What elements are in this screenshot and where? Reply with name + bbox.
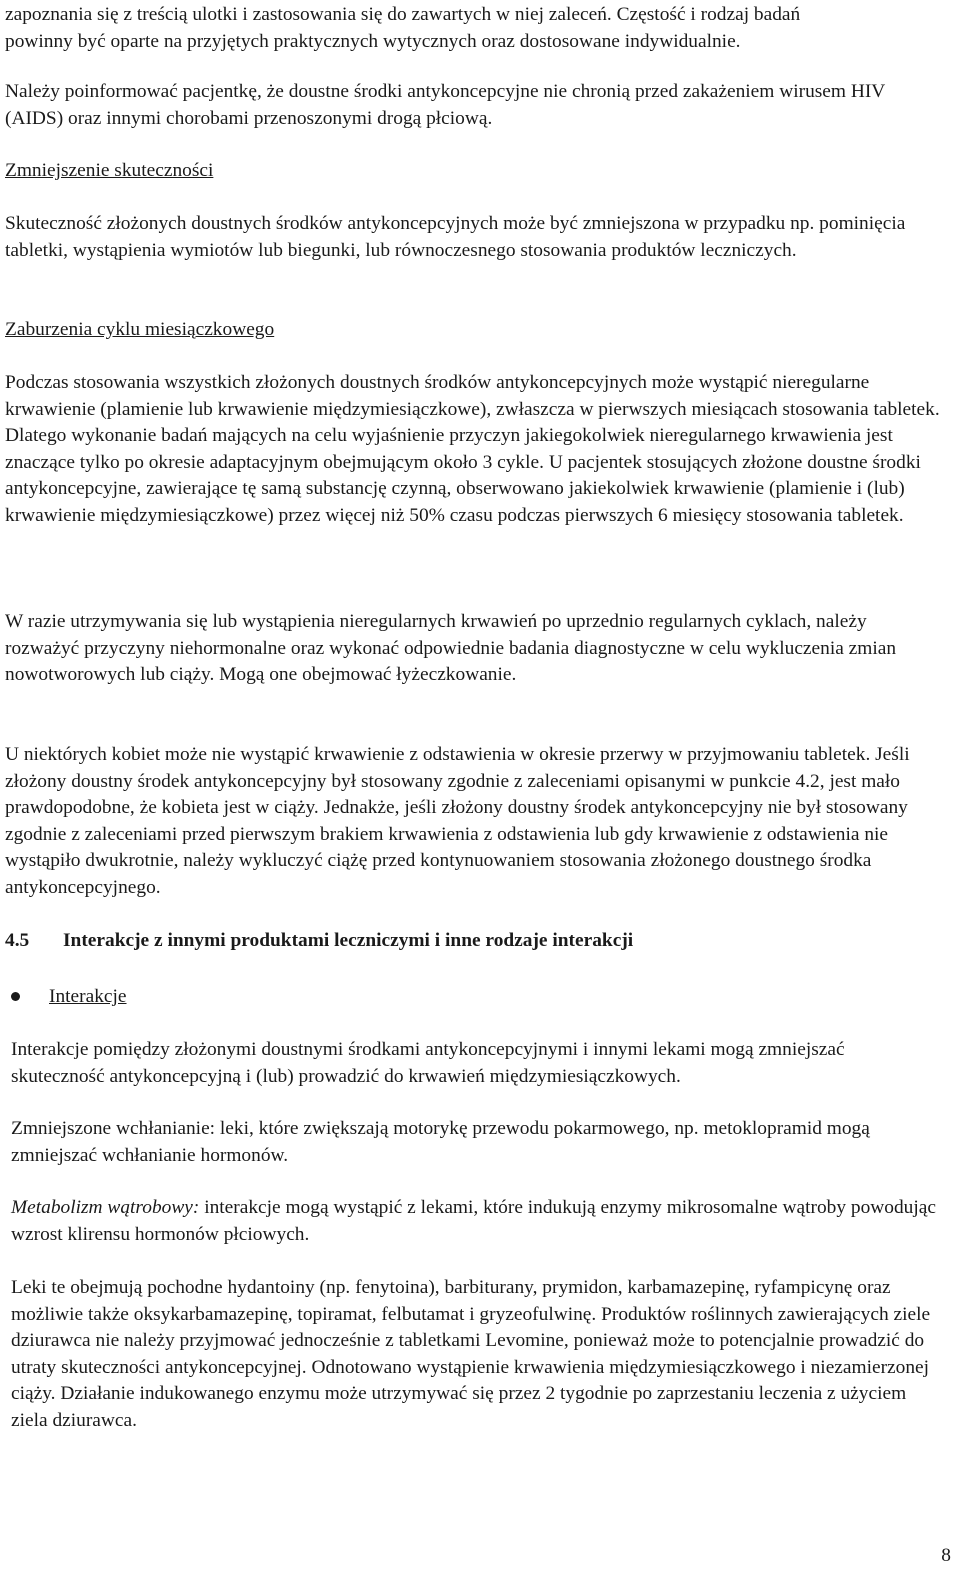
section-4-5-heading (5, 928, 955, 955)
interactions-paragraph-1: Interakcje pomiędzy złożonymi doustnymi środkami antykoncepcyjnymi i innymi lekami mogą zmniejszać skuteczność antykoncepcyjną i (lub) prowadzić do krwawień międzymiesiączkowych. (11, 1039, 845, 1087)
intro-line-1: zapoznania się z treścią ulotki i zastosowania się do zawartych w niej zaleceń. Częstość i rodzaj badań (5, 4, 801, 25)
reduced-efficacy-heading: Zmniejszenie skuteczności (5, 160, 214, 181)
reduced-efficacy-paragraph: Skuteczność złożonych doustnych środków antykoncepcyjnych może być zmniejszona w przypadku np. pominięcia tabletki, wystąpienia wymiotów lub biegunki, lub równoczesnego stosowania produktów leczniczych. (5, 213, 906, 261)
inducing-drugs-paragraph: Leki te obejmują pochodne hydantoiny (np. fenytoina), barbiturany, prymidon, karbamazepinę, ryfampicynę oraz możliwie także oksykarbamazepinę, topiramat, felbutamat i gryzeofulwinę. Produktów roślinnych zawierających ziele dziurawca nie należy przyjmować jednocześnie z tabletkami Levomine, ponieważ może to potencjalnie prowadzić do utraty skuteczności antykoncepcyjnej. Odnotowano wystąpienie krwawienia międzymiesiączkowego i niezamierzonej ciąży. Działanie indukowanego enzymu może utrzymywać się przez 2 tygodnie po zaprzestaniu leczenia z użyciem ziela dziurawca. (11, 1277, 931, 1431)
intro-line-2: powinny być oparte na przyjętych praktycznych wytycznych oraz dostosowane indywidualnie. (5, 30, 741, 52)
interactions-subheading: Interakcje (49, 986, 127, 1007)
cycle-paragraph-2: W razie utrzymywania się lub wystąpienia nieregularnych krwawień po uprzednio regularnych cyklach, należy rozważyć przyczyny niehormonalne oraz wykonać odpowiednie badania diagnostyczne w celu wykluczenia zmian nowotworowych lub ciąży. Mogą one obejmować łyżeczkowanie. (5, 611, 897, 685)
cycle-paragraph-3: U niektórych kobiet może nie wystąpić krwawienie z odstawienia w okresie przerwy w przyjmowaniu tabletek. Jeśli złożony doustny środek antykoncepcyjny był stosowany zgodnie z zaleceniami opisanymi w punkcie 4.2, jest mało prawdopodobne, że kobieta jest w ciąży. Jednakże, jeśli złożony doustny środek antykoncepcyjny nie był stosowany zgodnie z zaleceniami przed pierwszym brakiem krwawienia z odstawienia lub gdy krwawienie z odstawienia nie wystąpiło dwukrotnie, należy wykluczyć ciążę przed kontynuowaniem stosowania złożonego doustnego środka antykoncepcyjnego. (5, 744, 910, 898)
section-number: 4.5 (5, 930, 30, 951)
cycle-paragraph-1: Podczas stosowania wszystkich złożonych doustnych środków antykoncepcyjnych może wystąpić nieregularne krwawienie (plamienie lub krwawienie międzymiesiączkowe), zwłaszcza w pierwszych miesiącach stosowania tabletek. Dlatego wykonanie badań mających na celu wyjaśnienie przyczyn jakiegokolwiek nieregularnego krwawienia jest znaczące tylko po okresie adaptacyjnym obejmującym około 3 cykle. U pacjentek stosujących złożone doustne środki antykoncepcyjne, zawierające tę samą substancję czynną, obserwowano jakiekolwiek krwawienie (plamienie i (lub) krwawienie międzymiesiączkowe) przez więcej niż 50% czasu podczas pierwszych 6 miesięcy stosowania tabletek. (5, 372, 940, 526)
absorption-paragraph: Zmniejszone wchłanianie: leki, które zwiększają motorykę przewodu pokarmowego, np. metoklopramid mogą zmniejszać wchłanianie hormonów. (11, 1118, 870, 1166)
intro-paragraph (5, 2, 955, 55)
hepatic-metabolism-text: interakcje mogą wystąpić z lekami, które indukują enzymy mikrosomalne wątroby powodując wzrost klirensu hormonów płciowych. (11, 1197, 936, 1245)
cycle-disorders-heading: Zaburzenia cyklu miesiączkowego (5, 319, 275, 340)
hiv-paragraph: Należy poinformować pacjentkę, że doustne środki antykoncepcyjne nie chronią przed zakażeniem wirusem HIV (AIDS) oraz innymi chorobami przenoszonymi drogą płciową. (5, 81, 885, 129)
page-number: 8 (941, 1545, 951, 1566)
section-title: Interakcje z innymi produktami leczniczymi i inne rodzaje interakcji (63, 930, 634, 951)
bullet-item (11, 984, 611, 1011)
hepatic-metabolism-label: Metabolizm wątrobowy: (11, 1197, 200, 1218)
hepatic-metabolism-paragraph (11, 1195, 941, 1248)
bullet-icon (11, 992, 20, 1001)
